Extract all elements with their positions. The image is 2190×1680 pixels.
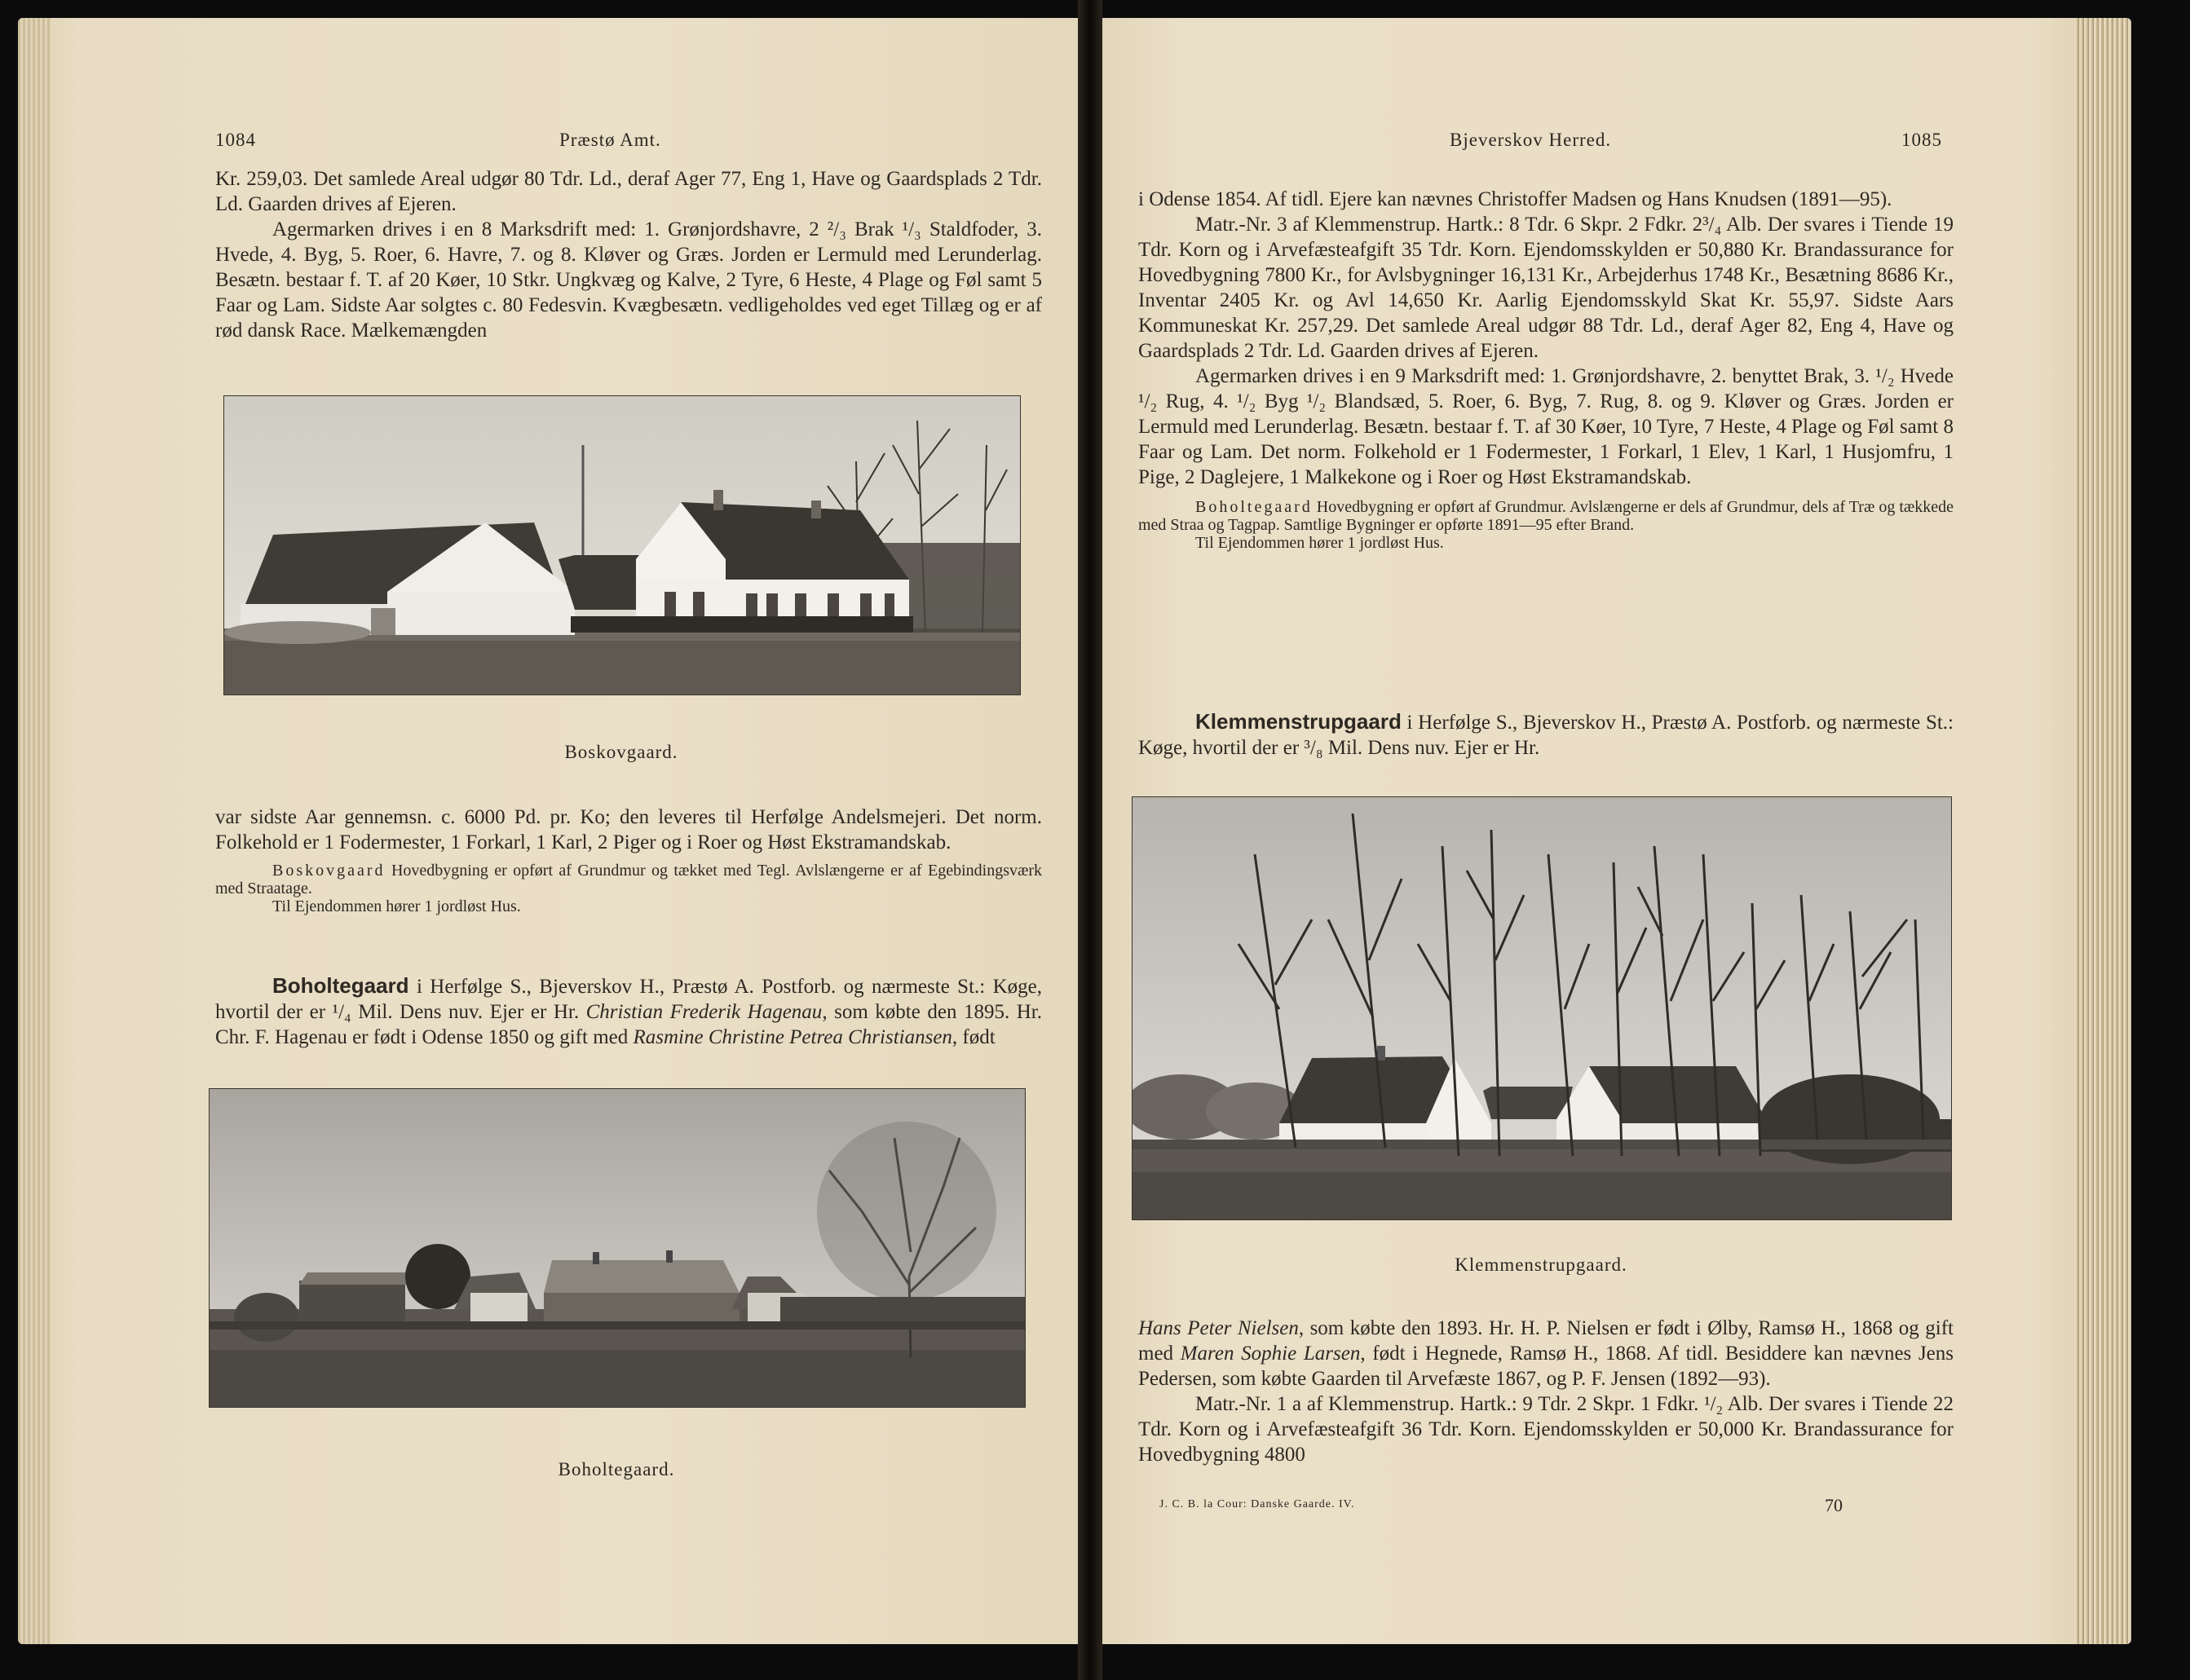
paragraph: Agermarken drives i en 8 Marksdrift med: 1. Grønjordshavre, 2 ²/₃ Brak ¹/₃ Staldfoder, 3. Hvede, 4. Byg, 5. Roer, 6. Havre, 7. og 8. Kløver og Græs. Jorden er Lermuld med Lerunderlag. Besætn. bestaar f. T. af 20 Køer, 10 Stkr. Ungkvæg og Kalve, 2 Tyre, 6 Heste, 4 Plage og Føl samt 5 Faar og Lam. Sidste Aar solgtes c. 80 Fedesvin. Kvægbesætn. vedligeholdes ved eget Tillæg og er af rød dansk Race. Mælkemængden	[215, 218, 1042, 342]
book-gutter	[1078, 0, 1102, 1680]
photo-caption: Klemmenstrupgaard.	[1455, 1254, 1627, 1275]
note-text: Hovedbygning er opført af Grundmur og tækket med Tegl. Avlslængerne er af Egebindingsværk med Straatage.	[215, 862, 1042, 897]
running-head: Bjeverskov Herred.	[1450, 130, 1612, 150]
text-block	[215, 166, 1042, 343]
photo-caption: Boskovgaard.	[564, 742, 678, 762]
text-block	[1138, 187, 1954, 552]
text-run: i Herfølge S., Bjeverskov H., Præstø A. Postforb. og nærmeste St.: Køge, hvortil der er ³/₈ Mil. Dens nuv. Ejer er Hr.	[1138, 712, 1954, 759]
text-run: , født i Hegnede, Ramsø H., 1868. Af tidl. Besiddere kan nævnes Jens Pedersen, som købte Gaarden til Arvefæste 1867, og P. F. Jensen (1892—93).	[1138, 1343, 1954, 1390]
farm-name-spaced: Boskovgaard	[272, 862, 386, 880]
text-block	[1138, 709, 1954, 761]
page-edge	[2074, 18, 2131, 1644]
right-page	[1102, 18, 2131, 1644]
text-block	[215, 805, 1042, 915]
note-block	[215, 862, 1042, 915]
photo-klemmenstrupgaard	[1132, 796, 1952, 1220]
running-head: Præstø Amt.	[559, 130, 661, 150]
paragraph: Agermarken drives i en 9 Marksdrift med: 1. Grønjordshavre, 2. benyttet Brak, 3. ¹/₂ Hvede ¹/₂ Rug, 4. ¹/₂ Byg ¹/₂ Blandsæd, 5. Roer, 6. Byg, 7. Rug, 8. og 9. Kløver og Græs. Jorden er Lermuld med Lerunderlag. Besætn. bestaar f. T. af 30 Køer, 10 Tyre, 7 Heste, 4 Plage og Føl samt 8 Faar og Lam. Det norm. Folkehold er 1 Fodermester, 1 Forkarl, 1 Elev, 1 Karl, 1 Husjomfru, 1 Pige, 2 Daglejere, 1 Malkekone og i Roer og Høst Ekstramandskab.	[1138, 365, 1954, 488]
paragraph: i Odense 1854. Af tidl. Ejere kan nævnes Christoffer Madsen og Hans Knudsen (1891—95).	[1138, 188, 1892, 210]
page-edge	[18, 18, 51, 1644]
photo-boskovgaard	[223, 395, 1021, 695]
text-run: , som købte den 1895. Hr. Chr. F. Hagenau er født i Odense 1850 og gift med	[215, 1001, 1042, 1048]
photo-boholtegaard	[209, 1088, 1026, 1408]
farm-name-spaced: Boholtegaard	[1195, 498, 1313, 516]
photo-caption: Boholtegaard.	[558, 1459, 675, 1479]
left-page	[18, 18, 1078, 1644]
text-run: , født	[952, 1026, 996, 1048]
farm-name: Boholtegaard	[272, 973, 409, 998]
owner-name: Christian Frederik Hagenau	[585, 1001, 823, 1023]
paragraph: Matr.-Nr. 3 af Klemmenstrup. Hartk.: 8 Tdr. 6 Skpr. 2 Fdkr. 2³/₄ Alb. Der svares i Tiende 19 Tdr. Korn og i Arvefæsteafgift 35 Tdr. Korn. Ejendomsskylden er 50,880 Kr. Brandassurance for Hovedbygning 7800 Kr., for Avlsbygninger 16,131 Kr., Arbejderhus 1748 Kr., Besætning 8686 Kr., Inventar 2405 Kr. og Avl 14,650 Kr. Aarlig Ejendomsskyld Skat Kr. 55,97. Sidste Aars Kommuneskat Kr. 257,29. Det samlede Areal udgør 88 Tdr. Ld., deraf Ager 82, Eng 4, Have og Gaardsplads 2 Tdr. Ld. Gaarden drives af Ejeren.	[1138, 214, 1954, 362]
footer-note: J. C. B. la Cour: Danske Gaarde. IV.	[1159, 1498, 1355, 1510]
text-run: i Herfølge S., Bjeverskov H., Præstø A. Postforb. og nærmeste St.: Køge, hvortil der er ¹/₄ Mil. Dens nuv. Ejer er Hr.	[215, 976, 1042, 1023]
note-text: Til Ejendommen hører 1 jordløst Hus.	[272, 897, 521, 915]
spouse-name: Maren Sophie Larsen	[1180, 1343, 1361, 1365]
paragraph: Kr. 259,03. Det samlede Areal udgør 80 Tdr. Ld., deraf Ager 77, Eng 1, Have og Gaardsplads 2 Tdr. Ld. Gaarden drives af Ejeren.	[215, 168, 1042, 215]
spouse-name: Rasmine Christine Petrea Christiansen	[633, 1026, 952, 1048]
note-block	[1138, 498, 1954, 552]
note-text: Til Ejendommen hører 1 jordløst Hus.	[1195, 534, 1444, 552]
owner-name: Hans Peter Nielsen	[1138, 1317, 1299, 1339]
farm-name: Klemmenstrupgaard	[1195, 709, 1402, 734]
page-number: 1084	[215, 130, 256, 150]
page-number: 1085	[1901, 130, 1942, 150]
printer-signature: 70	[1825, 1495, 1843, 1515]
paragraph: var sidste Aar gennemsn. c. 6000 Pd. pr. Ko; den leveres til Herfølge Andelsmejeri. Det norm. Folkehold er 1 Fodermester, 1 Forkarl, 1 Karl, 2 Piger og i Roer og Høst Ekstramandskab.	[215, 806, 1042, 853]
paragraph: Matr.-Nr. 1 a af Klemmenstrup. Hartk.: 9 Tdr. 2 Skpr. 1 Fdkr. ¹/₂ Alb. Der svares i Tiende 22 Tdr. Korn og i Arvefæsteafgift 36 Tdr. Korn. Ejendomsskylden er 50,000 Kr. Brandassurance for Hovedbygning 4800	[1138, 1393, 1954, 1466]
text-block	[1138, 1316, 1954, 1467]
text-run: , som købte den 1893. Hr. H. P. Nielsen er født i Ølby, Ramsø H., 1868 og gift med	[1138, 1317, 1954, 1365]
note-text: Hovedbygning er opført af Grundmur. Avlslængerne er dels af Grundmur, dels af Træ og tækkede med Straa og Tagpap. Samtlige Bygninger er opførte 1891—95 efter Brand.	[1138, 498, 1954, 534]
text-block	[215, 973, 1042, 1050]
